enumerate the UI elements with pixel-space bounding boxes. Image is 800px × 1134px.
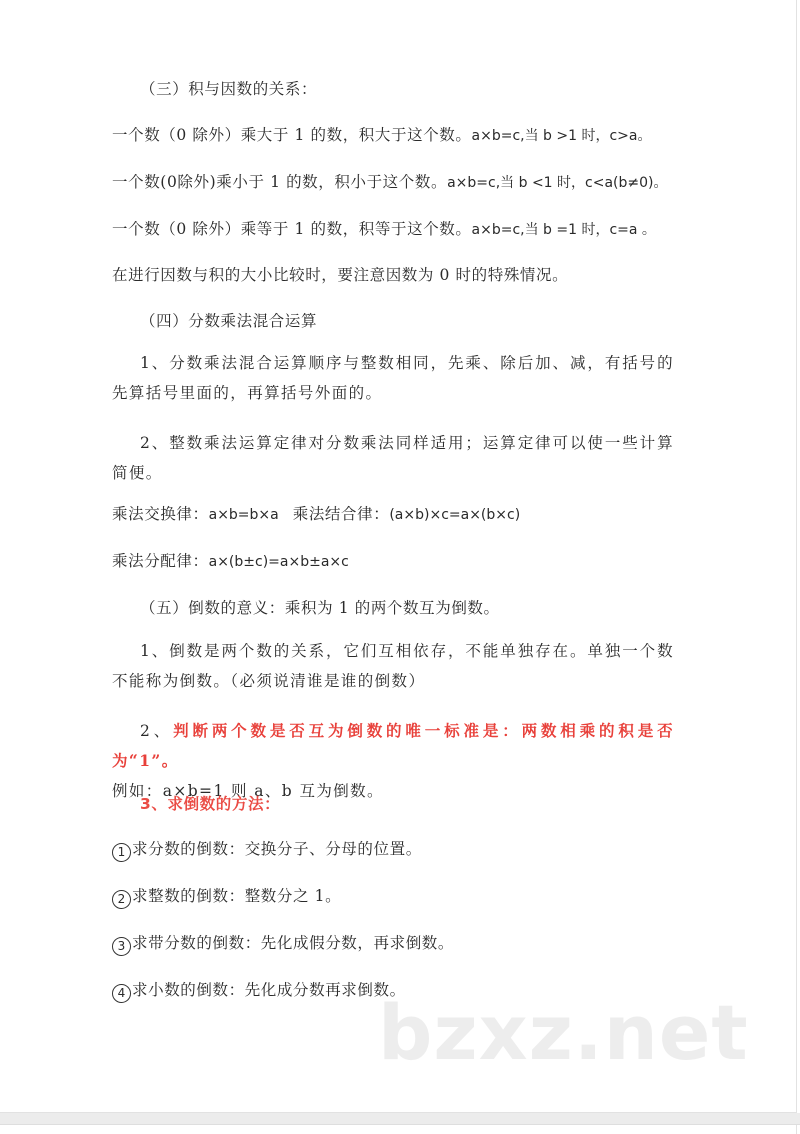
section-heading-4: （四）分数乘法混合运算	[140, 312, 318, 330]
rule-text: 一个数（0 除外）乘大于 1 的数，积大于这个数。	[112, 126, 472, 144]
item2-example: 例如：a×b=1 则 a、b 互为倒数。	[112, 782, 384, 800]
section-heading-3: （三）积与因数的关系：	[140, 80, 318, 98]
method-item-2	[112, 885, 341, 909]
method-heading-text: 3、求倒数的方法：	[140, 795, 281, 813]
page-separator	[0, 1113, 800, 1125]
mixed-operation-item-2: 2、整数乘法运算定律对分数乘法同样适用；运算定律可以使一些计算简便。	[112, 434, 674, 482]
commutative-label: 乘法交换律：	[112, 505, 209, 523]
method-item-4	[112, 979, 406, 1003]
rule-less	[112, 171, 667, 194]
mixed-operation-item-1: 1、分数乘法混合运算顺序与整数相同，先乘、除后加、减，有括号的先算括号里面的，再算括号外面的。	[112, 354, 674, 402]
distributive-formula: a×(b±c)=a×b±a×c	[208, 554, 349, 570]
method-text: 求分数的倒数：交换分子、分母的位置。	[132, 840, 422, 858]
laws-line	[112, 503, 520, 526]
method-item-3	[112, 932, 454, 956]
rule-equal	[112, 218, 656, 241]
rule-text: 一个数(0除外)乘小于 1 的数，积小于这个数。	[112, 173, 448, 191]
circled-number-icon: 2	[112, 890, 131, 909]
rule-formula: a×b=c,当 b <1 时，c<a(b≠0)。	[447, 175, 668, 191]
method-text: 求整数的倒数：整数分之 1。	[132, 887, 342, 905]
associative-formula: (a×b)×c=a×(b×c)	[389, 507, 521, 523]
method-text: 求带分数的倒数：先化成假分数，再求倒数。	[132, 934, 455, 952]
method-heading	[140, 793, 280, 815]
method-text: 求小数的倒数：先化成分数再求倒数。	[132, 981, 406, 999]
watermark: bzxz.net	[378, 988, 749, 1077]
commutative-formula: a×b=b×a	[208, 507, 279, 523]
section-heading-5: （五）倒数的意义：乘积为 1 的两个数互为倒数。	[140, 599, 500, 617]
distributive-label: 乘法分配律：	[112, 552, 209, 570]
zero-note: 在进行因数与积的大小比较时，要注意因数为 0 时的特殊情况。	[112, 266, 569, 284]
associative-label: 乘法结合律：	[292, 505, 390, 523]
item2-prefix: 2、	[140, 722, 174, 740]
distributive-line	[112, 550, 349, 573]
reciprocal-item-1: 1、倒数是两个数的关系，它们互相依存，不能单独存在。单独一个数不能称为倒数。（必须说清谁是谁的倒数）	[112, 642, 674, 690]
rule-greater	[112, 124, 651, 147]
rule-text: 一个数（0 除外）乘等于 1 的数，积等于这个数。	[112, 220, 472, 238]
next-page-edge	[0, 1125, 797, 1134]
rule-formula: a×b=c,当 b >1 时，c>a。	[471, 128, 652, 144]
circled-number-icon: 3	[112, 937, 131, 956]
circled-number-icon: 1	[112, 843, 131, 862]
item2-highlight: 判断两个数是否互为倒数的唯一标准是：两数相乘的积是否为“1”。	[112, 721, 674, 770]
rule-formula: a×b=c,当 b =1 时，c=a 。	[471, 222, 656, 238]
method-item-1	[112, 838, 422, 862]
circled-number-icon: 4	[112, 984, 131, 1003]
